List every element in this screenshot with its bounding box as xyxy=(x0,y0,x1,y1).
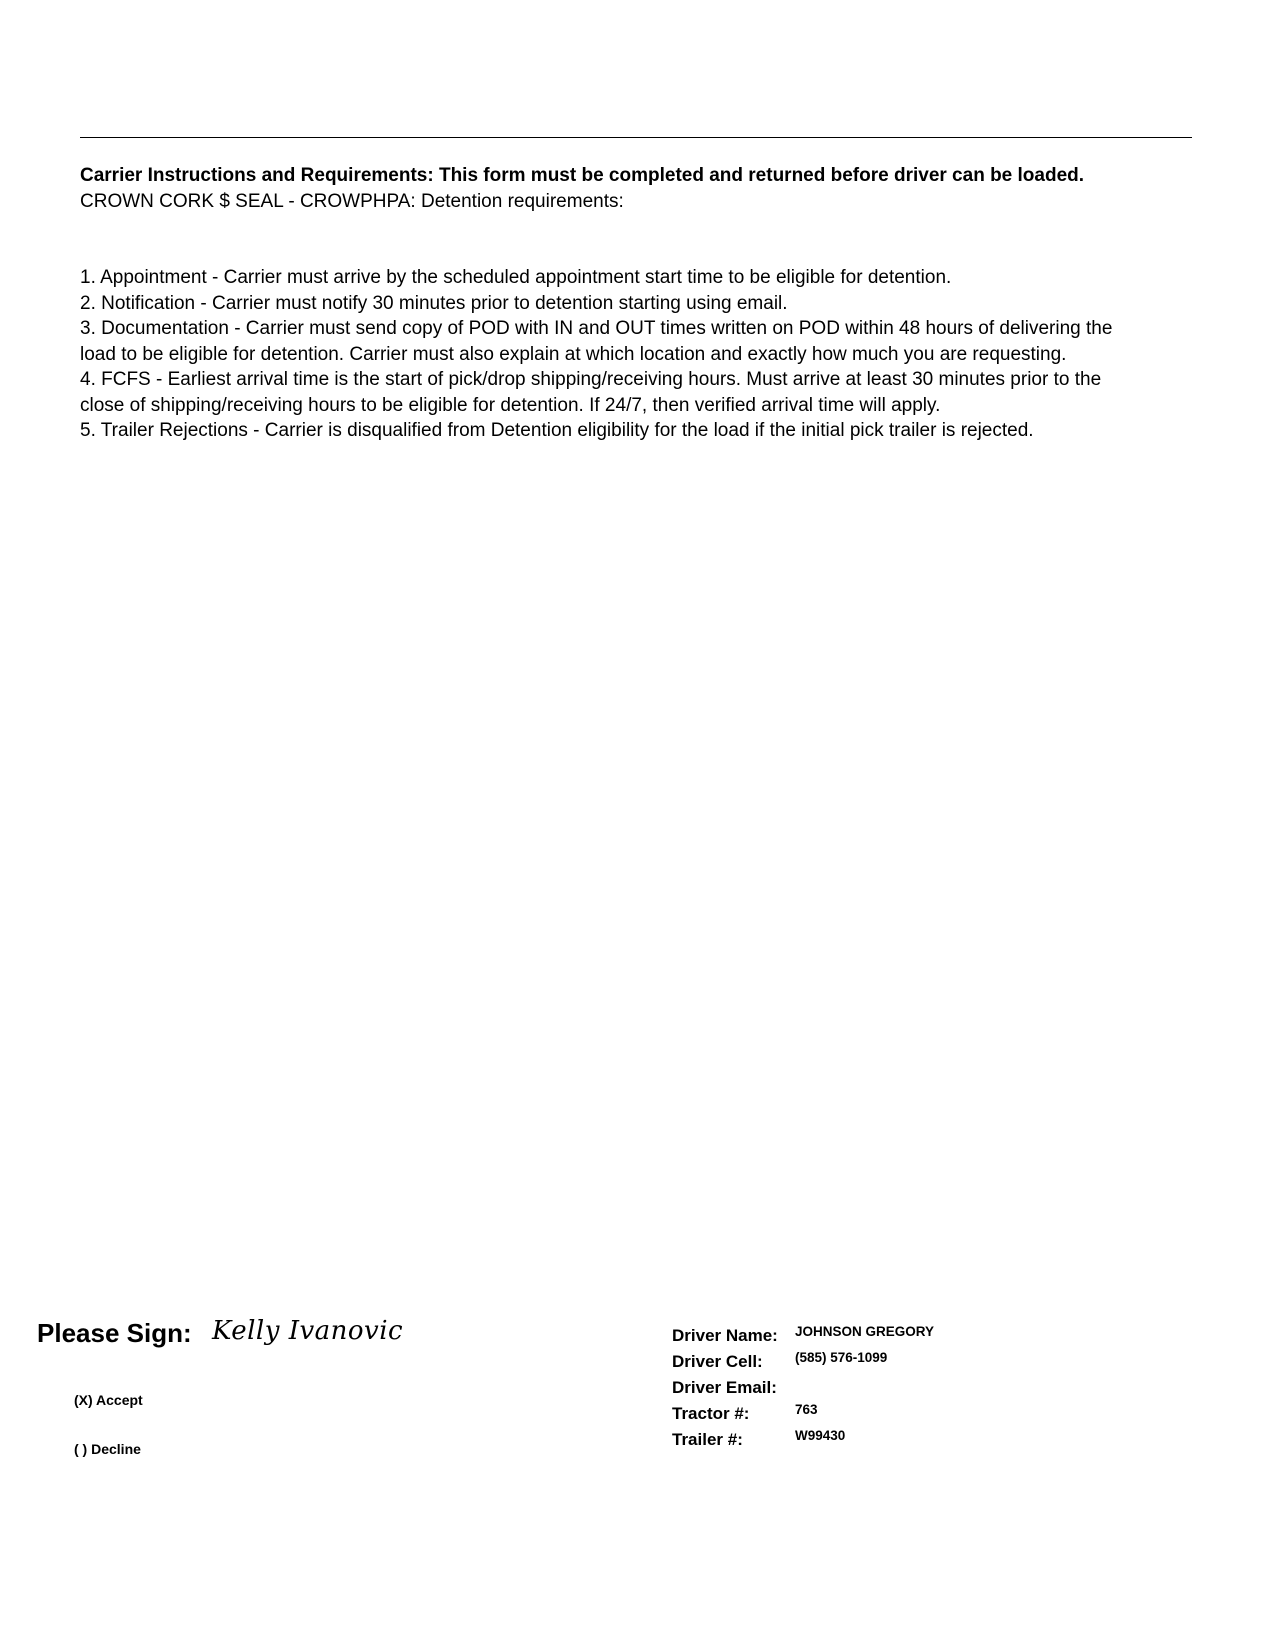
instructions-heading: Carrier Instructions and Requirements: This form must be completed and returned before driver can be loaded. xyxy=(80,165,1085,186)
driver-name-label: Driver Name: xyxy=(672,1326,778,1345)
header-divider xyxy=(80,137,1192,138)
tractor-label: Tractor #: xyxy=(672,1404,750,1423)
trailer-label: Trailer #: xyxy=(672,1430,743,1449)
requirement-fcfs: 4. FCFS - Earliest arrival time is the start of pick/drop shipping/receiving hours. Must arrive at least 30 minutes prior to the close of shipping/receiving hours to be eligible for detention. If 24/7, then verified arrival time will apply. xyxy=(80,369,1102,416)
please-sign-label: Please Sign: xyxy=(37,1318,192,1348)
carrier-instructions xyxy=(80,163,1210,444)
signature-field[interactable]: Kelly Ivanovic xyxy=(212,1316,404,1346)
trailer-value[interactable]: W99430 xyxy=(795,1428,846,1443)
driver-email-label: Driver Email: xyxy=(672,1378,777,1397)
requirement-trailer-rejections: 5. Trailer Rejections - Carrier is disqualified from Detention eligibility for the load if the initial pick trailer is rejected. xyxy=(80,420,1034,441)
accept-option[interactable]: (X) Accept xyxy=(74,1392,143,1408)
requirement-appointment: 1. Appointment - Carrier must arrive by the scheduled appointment start time to be eligible for detention. xyxy=(80,267,952,288)
tractor-value[interactable]: 763 xyxy=(795,1402,818,1417)
instructions-subheading: CROWN CORK $ SEAL - CROWPHPA: Detention requirements: xyxy=(80,190,624,212)
driver-cell-label: Driver Cell: xyxy=(672,1352,763,1371)
driver-cell-value[interactable]: (585) 576-1099 xyxy=(795,1350,888,1365)
requirement-documentation: 3. Documentation - Carrier must send copy of POD with IN and OUT times written on POD within 48 hours of delivering the load to be eligible for detention. Carrier must also explain at which location and exactly how much you are requesting. xyxy=(80,318,1113,365)
decline-option[interactable]: ( ) Decline xyxy=(74,1441,141,1457)
requirement-notification: 2. Notification - Carrier must notify 30 minutes prior to detention starting using email. xyxy=(80,292,788,314)
driver-name-value[interactable]: JOHNSON GREGORY xyxy=(795,1324,935,1339)
requirements-list xyxy=(80,265,1120,444)
section-spacer xyxy=(80,214,1210,265)
